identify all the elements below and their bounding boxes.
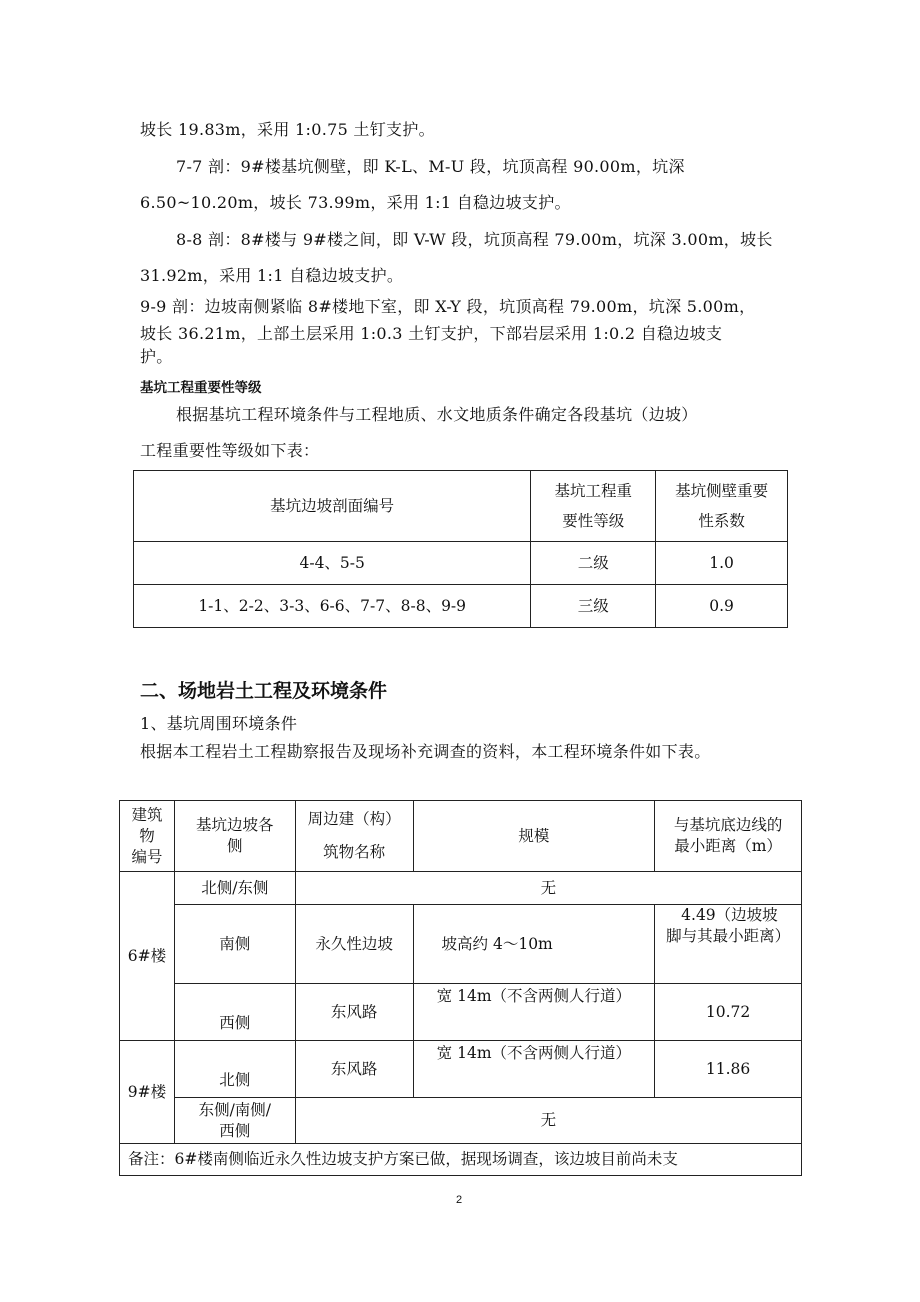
cell-coefficient: 0.9	[656, 585, 788, 628]
para-slope-length: 坡长 19.83m，采用 1:0.75 土钉支护。	[140, 120, 435, 139]
header-distance: 与基坑底边线的 最小距离（m）	[655, 801, 802, 872]
header-scale: 规模	[413, 801, 655, 872]
para-grade-intro-line2: 工程重要性等级如下表：	[140, 441, 320, 460]
cell-coefficient: 1.0	[656, 542, 788, 585]
cell-note: 备注：6#楼南侧临近永久性边坡支护方案已做，据现场调查，该边坡目前尚未支	[120, 1144, 802, 1176]
para-grade-intro-line1: 根据基坑工程环境条件与工程地质、水文地质条件确定各段基坑（边坡）	[176, 405, 698, 424]
cell-section: 4-4、5-5	[134, 542, 531, 585]
cell-neighbor: 东风路	[295, 984, 413, 1041]
header-section-id: 基坑边坡剖面编号	[134, 471, 531, 542]
table-row	[120, 872, 802, 905]
para-9-9-line3: 护。	[140, 347, 173, 366]
table-row	[134, 542, 788, 585]
cell-side: 西侧	[174, 984, 295, 1041]
para-environment-intro: 根据本工程岩土工程勘察报告及现场补充调查的资料，本工程环境条件如下表。	[140, 742, 711, 761]
cell-scale: 坡高约 4～10m	[413, 905, 655, 984]
header-side: 基坑边坡各 侧	[174, 801, 295, 872]
para-7-7-line2: 6.50~10.20m，坡长 73.99m，采用 1:1 自稳边坡支护。	[140, 193, 571, 212]
table-row	[120, 905, 802, 984]
cell-distance: 11.86	[655, 1041, 802, 1098]
cell-building-6: 6#楼	[120, 872, 175, 1041]
para-8-8-line1: 8-8 剖：8#楼与 9#楼之间，即 V-W 段，坑顶高程 79.00m，坑深 3.00m，坡长	[176, 230, 773, 249]
cell-none: 无	[295, 872, 801, 905]
table-header-row	[134, 471, 788, 542]
cell-none: 无	[295, 1098, 801, 1144]
cell-scale: 宽 14m（不含两侧人行道）	[413, 984, 655, 1041]
section-title: 二、场地岩土工程及环境条件	[140, 680, 388, 702]
table-row	[134, 585, 788, 628]
cell-distance: 4.49（边坡坡 脚与其最小距离）	[655, 905, 802, 984]
cell-section: 1-1、2-2、3-3、6-6、7-7、8-8、9-9	[134, 585, 531, 628]
cell-scale: 宽 14m（不含两侧人行道）	[413, 1041, 655, 1098]
cell-side: 北侧	[174, 1041, 295, 1098]
table-note-row	[120, 1144, 802, 1176]
cell-building-9: 9#楼	[120, 1041, 175, 1144]
header-coefficient: 基坑侧壁重要 性系数	[656, 471, 788, 542]
page-number: 2	[456, 1194, 463, 1206]
subsection-title: 1、基坑周围环境条件	[140, 714, 298, 733]
header-grade: 基坑工程重 要性等级	[531, 471, 656, 542]
cell-side: 东侧/南侧/ 西侧	[174, 1098, 295, 1144]
cell-grade: 三级	[531, 585, 656, 628]
header-building: 建筑 物 编号	[120, 801, 175, 872]
cell-side: 北侧/东侧	[174, 872, 295, 905]
para-9-9-line2: 坡长 36.21m，上部土层采用 1:0.3 土钉支护，下部岩层采用 1:0.2 自稳边坡支	[140, 324, 723, 343]
table-row	[120, 1098, 802, 1144]
para-7-7-line1: 7-7 剖：9#楼基坑侧壁，即 K-L、M-U 段，坑顶高程 90.00m，坑深	[176, 157, 685, 176]
table-row	[120, 1041, 802, 1098]
para-8-8-line2: 31.92m，采用 1:1 自稳边坡支护。	[140, 266, 404, 285]
environment-table	[119, 800, 802, 1176]
cell-grade: 二级	[531, 542, 656, 585]
table-header-row	[120, 801, 802, 872]
cell-distance: 10.72	[655, 984, 802, 1041]
importance-grade-table	[133, 470, 788, 628]
heading-importance-grade: 基坑工程重要性等级	[140, 380, 262, 396]
header-neighbor: 周边建（构） 筑物名称	[295, 801, 413, 872]
cell-side: 南侧	[174, 905, 295, 984]
cell-neighbor: 东风路	[295, 1041, 413, 1098]
table-row	[120, 984, 802, 1041]
para-9-9-line1: 9-9 剖：边坡南侧紧临 8#楼地下室，即 X-Y 段，坑顶高程 79.00m，坑深 5.00m，	[140, 297, 756, 316]
cell-neighbor: 永久性边坡	[295, 905, 413, 984]
